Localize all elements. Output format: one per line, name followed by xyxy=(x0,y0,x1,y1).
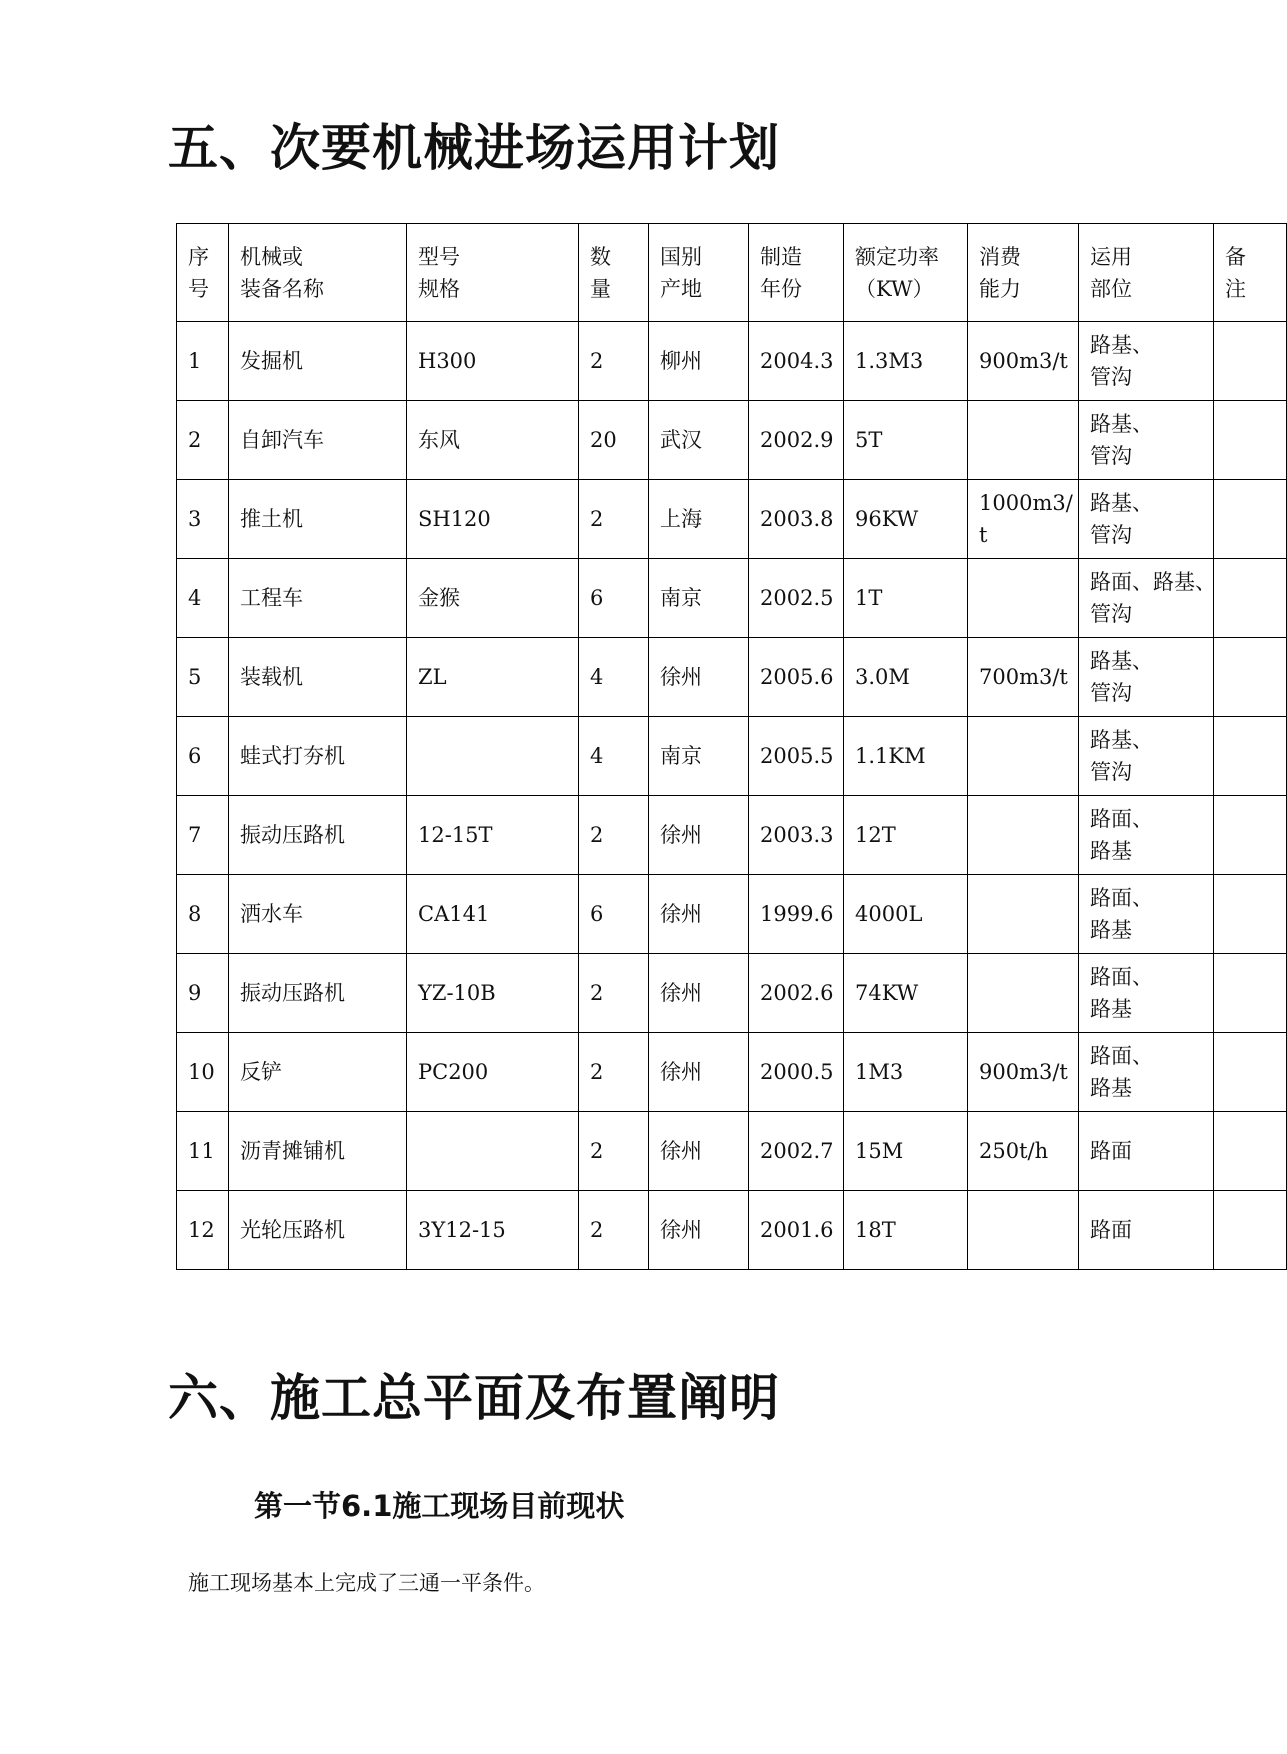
usage-line: 路面 xyxy=(1090,1218,1132,1242)
column-header-text: （KW） xyxy=(855,276,934,301)
capacity-cell: 250t/h xyxy=(968,1112,1079,1191)
usage-cell xyxy=(1079,638,1214,717)
machine-name-cell: 推土机 xyxy=(229,480,407,559)
year-cell: 1999.6 xyxy=(749,875,844,954)
usage-line: 管沟 xyxy=(1090,760,1132,784)
usage-line: 管沟 xyxy=(1090,444,1132,468)
rated-power-cell: 1.1KM xyxy=(844,717,968,796)
usage-line: 路面、 xyxy=(1090,807,1153,831)
remark-cell xyxy=(1214,954,1287,1033)
remark-cell xyxy=(1214,717,1287,796)
column-header-text: 年份 xyxy=(760,276,802,301)
machine-name-cell: 沥青摊铺机 xyxy=(229,1112,407,1191)
quantity-cell: 2 xyxy=(579,1191,649,1270)
machinery-table-container xyxy=(176,223,1246,1285)
year-cell: 2002.7 xyxy=(749,1112,844,1191)
table-body xyxy=(177,322,1287,1270)
serial-no-cell: 2 xyxy=(177,401,229,480)
table-row xyxy=(177,875,1287,954)
quantity-cell: 6 xyxy=(579,559,649,638)
column-header xyxy=(407,224,579,322)
remark-cell xyxy=(1214,480,1287,559)
serial-no-cell: 6 xyxy=(177,717,229,796)
remark-cell xyxy=(1214,638,1287,717)
machine-name-cell: 光轮压路机 xyxy=(229,1191,407,1270)
column-header xyxy=(229,224,407,322)
model-spec-cell xyxy=(407,1112,579,1191)
column-header-text: 备 xyxy=(1225,244,1246,269)
serial-no-cell: 10 xyxy=(177,1033,229,1112)
usage-line: 路面、 xyxy=(1090,886,1153,910)
usage-line: 路基、 xyxy=(1090,649,1153,673)
machine-name-cell: 反铲 xyxy=(229,1033,407,1112)
usage-cell xyxy=(1079,875,1214,954)
origin-cell: 徐州 xyxy=(649,1033,749,1112)
machine-name-cell: 振动压路机 xyxy=(229,796,407,875)
year-cell: 2002.9 xyxy=(749,401,844,480)
serial-no-cell: 8 xyxy=(177,875,229,954)
rated-power-cell: 5T xyxy=(844,401,968,480)
quantity-cell: 6 xyxy=(579,875,649,954)
capacity-cell: 900m3/t xyxy=(968,322,1079,401)
remark-cell xyxy=(1214,1033,1287,1112)
origin-cell: 徐州 xyxy=(649,954,749,1033)
capacity-cell: 900m3/t xyxy=(968,1033,1079,1112)
column-header-text: 能力 xyxy=(979,276,1021,301)
column-header-text: 号 xyxy=(188,276,209,301)
capacity-cell: 700m3/t xyxy=(968,638,1079,717)
usage-cell xyxy=(1079,1191,1214,1270)
column-header-text: 额定功率 xyxy=(855,244,939,269)
capacity-cell xyxy=(968,559,1079,638)
model-spec-cell: 3Y12-15 xyxy=(407,1191,579,1270)
quantity-cell: 4 xyxy=(579,638,649,717)
table-row xyxy=(177,1112,1287,1191)
column-header xyxy=(1079,224,1214,322)
capacity-cell xyxy=(968,717,1079,796)
year-cell: 2001.6 xyxy=(749,1191,844,1270)
origin-cell: 武汉 xyxy=(649,401,749,480)
capacity-cell xyxy=(968,401,1079,480)
quantity-cell: 2 xyxy=(579,954,649,1033)
column-header-text: 产地 xyxy=(660,276,702,301)
model-spec-cell: YZ-10B xyxy=(407,954,579,1033)
quantity-cell: 4 xyxy=(579,717,649,796)
capacity-cell xyxy=(968,875,1079,954)
section-6-heading: 六、施工总平面及布置阐明 xyxy=(168,1369,780,1427)
remark-cell xyxy=(1214,1112,1287,1191)
column-header xyxy=(579,224,649,322)
model-spec-cell: H300 xyxy=(407,322,579,401)
table-row xyxy=(177,401,1287,480)
model-spec-cell: 12-15T xyxy=(407,796,579,875)
quantity-cell: 2 xyxy=(579,1112,649,1191)
rated-power-cell: 96KW xyxy=(844,480,968,559)
column-header xyxy=(1214,224,1287,322)
model-spec-cell: PC200 xyxy=(407,1033,579,1112)
capacity-cell xyxy=(968,796,1079,875)
column-header xyxy=(177,224,229,322)
origin-cell: 南京 xyxy=(649,559,749,638)
usage-line: 路基 xyxy=(1090,997,1132,1021)
column-header-text: 制造 xyxy=(760,244,802,269)
usage-line: 路面、 xyxy=(1090,965,1153,989)
column-header-text: 国别 xyxy=(660,244,702,269)
capacity-cell xyxy=(968,1191,1079,1270)
origin-cell: 柳州 xyxy=(649,322,749,401)
model-spec-cell: 金猴 xyxy=(407,559,579,638)
table-row xyxy=(177,1033,1287,1112)
usage-line: 路基、 xyxy=(1090,728,1153,752)
origin-cell: 徐州 xyxy=(649,638,749,717)
rated-power-cell: 12T xyxy=(844,796,968,875)
rated-power-cell: 18T xyxy=(844,1191,968,1270)
year-cell: 2003.8 xyxy=(749,480,844,559)
serial-no-cell: 9 xyxy=(177,954,229,1033)
usage-cell xyxy=(1079,1112,1214,1191)
capacity-cell xyxy=(968,954,1079,1033)
usage-line: 路面 xyxy=(1090,1139,1132,1163)
origin-cell: 上海 xyxy=(649,480,749,559)
column-header-text: 消费 xyxy=(979,244,1021,269)
model-spec-cell: ZL xyxy=(407,638,579,717)
column-header-text: 机械或 xyxy=(240,244,303,269)
year-cell: 2005.6 xyxy=(749,638,844,717)
column-header xyxy=(844,224,968,322)
machine-name-cell: 蛙式打夯机 xyxy=(229,717,407,796)
column-header-text: 序 xyxy=(188,244,209,269)
table-row xyxy=(177,796,1287,875)
machine-name-cell: 自卸汽车 xyxy=(229,401,407,480)
quantity-cell: 2 xyxy=(579,796,649,875)
table-row xyxy=(177,717,1287,796)
machinery-plan-table xyxy=(176,223,1287,1270)
usage-line: 路基 xyxy=(1090,839,1132,863)
serial-no-cell: 4 xyxy=(177,559,229,638)
column-header xyxy=(649,224,749,322)
year-cell: 2000.5 xyxy=(749,1033,844,1112)
usage-line: 路面、路基、 xyxy=(1090,570,1216,594)
usage-line: 路面、 xyxy=(1090,1044,1153,1068)
remark-cell xyxy=(1214,1191,1287,1270)
usage-cell xyxy=(1079,480,1214,559)
usage-line: 管沟 xyxy=(1090,681,1132,705)
rated-power-cell: 1M3 xyxy=(844,1033,968,1112)
rated-power-cell: 4000L xyxy=(844,875,968,954)
remark-cell xyxy=(1214,322,1287,401)
machine-name-cell: 发掘机 xyxy=(229,322,407,401)
year-cell: 2005.5 xyxy=(749,717,844,796)
year-cell: 2002.6 xyxy=(749,954,844,1033)
usage-line: 路基 xyxy=(1090,918,1132,942)
origin-cell: 徐州 xyxy=(649,1191,749,1270)
remark-cell xyxy=(1214,559,1287,638)
column-header-text: 型号 xyxy=(418,244,460,269)
remark-cell xyxy=(1214,796,1287,875)
quantity-cell: 2 xyxy=(579,322,649,401)
table-row xyxy=(177,954,1287,1033)
usage-line: 路基、 xyxy=(1090,491,1153,515)
usage-cell xyxy=(1079,401,1214,480)
table-row xyxy=(177,480,1287,559)
usage-line: 路基、 xyxy=(1090,412,1153,436)
usage-cell xyxy=(1079,954,1214,1033)
column-header-text: 装备名称 xyxy=(240,276,324,301)
serial-no-cell: 7 xyxy=(177,796,229,875)
usage-cell xyxy=(1079,322,1214,401)
serial-no-cell: 3 xyxy=(177,480,229,559)
serial-no-cell: 1 xyxy=(177,322,229,401)
table-row xyxy=(177,1191,1287,1270)
origin-cell: 徐州 xyxy=(649,875,749,954)
section-5-heading: 五、次要机械进场运用计划 xyxy=(168,119,780,177)
column-header-text: 运用 xyxy=(1090,244,1132,269)
column-header-text: 部位 xyxy=(1090,276,1132,301)
rated-power-cell: 3.0M xyxy=(844,638,968,717)
machine-name-cell: 装载机 xyxy=(229,638,407,717)
remark-cell xyxy=(1214,401,1287,480)
column-header xyxy=(968,224,1079,322)
column-header-text: 量 xyxy=(590,276,611,301)
body-paragraph: 施工现场基本上完成了三通一平条件。 xyxy=(188,1571,545,1595)
origin-cell: 徐州 xyxy=(649,796,749,875)
capacity-cell: 1000m3/t xyxy=(968,480,1079,559)
rated-power-cell: 15M xyxy=(844,1112,968,1191)
usage-line: 管沟 xyxy=(1090,365,1132,389)
serial-no-cell: 5 xyxy=(177,638,229,717)
remark-cell xyxy=(1214,875,1287,954)
origin-cell: 徐州 xyxy=(649,1112,749,1191)
usage-cell xyxy=(1079,559,1214,638)
subsection-heading: 第一节6.1施工现场目前现状 xyxy=(254,1489,625,1523)
rated-power-cell: 74KW xyxy=(844,954,968,1033)
table-header-row xyxy=(177,224,1287,322)
rated-power-cell: 1T xyxy=(844,559,968,638)
table-row xyxy=(177,638,1287,717)
quantity-cell: 2 xyxy=(579,1033,649,1112)
year-cell: 2003.3 xyxy=(749,796,844,875)
table-row xyxy=(177,559,1287,638)
machine-name-cell: 工程车 xyxy=(229,559,407,638)
column-header-text: 数 xyxy=(590,244,611,269)
model-spec-cell xyxy=(407,717,579,796)
usage-cell xyxy=(1079,717,1214,796)
rated-power-cell: 1.3M3 xyxy=(844,322,968,401)
usage-line: 路基、 xyxy=(1090,333,1153,357)
model-spec-cell: 东风 xyxy=(407,401,579,480)
model-spec-cell: CA141 xyxy=(407,875,579,954)
model-spec-cell: SH120 xyxy=(407,480,579,559)
quantity-cell: 2 xyxy=(579,480,649,559)
serial-no-cell: 12 xyxy=(177,1191,229,1270)
column-header-text: 注 xyxy=(1225,276,1246,301)
usage-cell xyxy=(1079,1033,1214,1112)
year-cell: 2004.3 xyxy=(749,322,844,401)
table-row xyxy=(177,322,1287,401)
machine-name-cell: 振动压路机 xyxy=(229,954,407,1033)
quantity-cell: 20 xyxy=(579,401,649,480)
column-header-text: 规格 xyxy=(418,276,460,301)
usage-line: 路基 xyxy=(1090,1076,1132,1100)
usage-cell xyxy=(1079,796,1214,875)
serial-no-cell: 11 xyxy=(177,1112,229,1191)
year-cell: 2002.5 xyxy=(749,559,844,638)
usage-line: 管沟 xyxy=(1090,602,1132,626)
origin-cell: 南京 xyxy=(649,717,749,796)
usage-line: 管沟 xyxy=(1090,523,1132,547)
column-header xyxy=(749,224,844,322)
machine-name-cell: 洒水车 xyxy=(229,875,407,954)
